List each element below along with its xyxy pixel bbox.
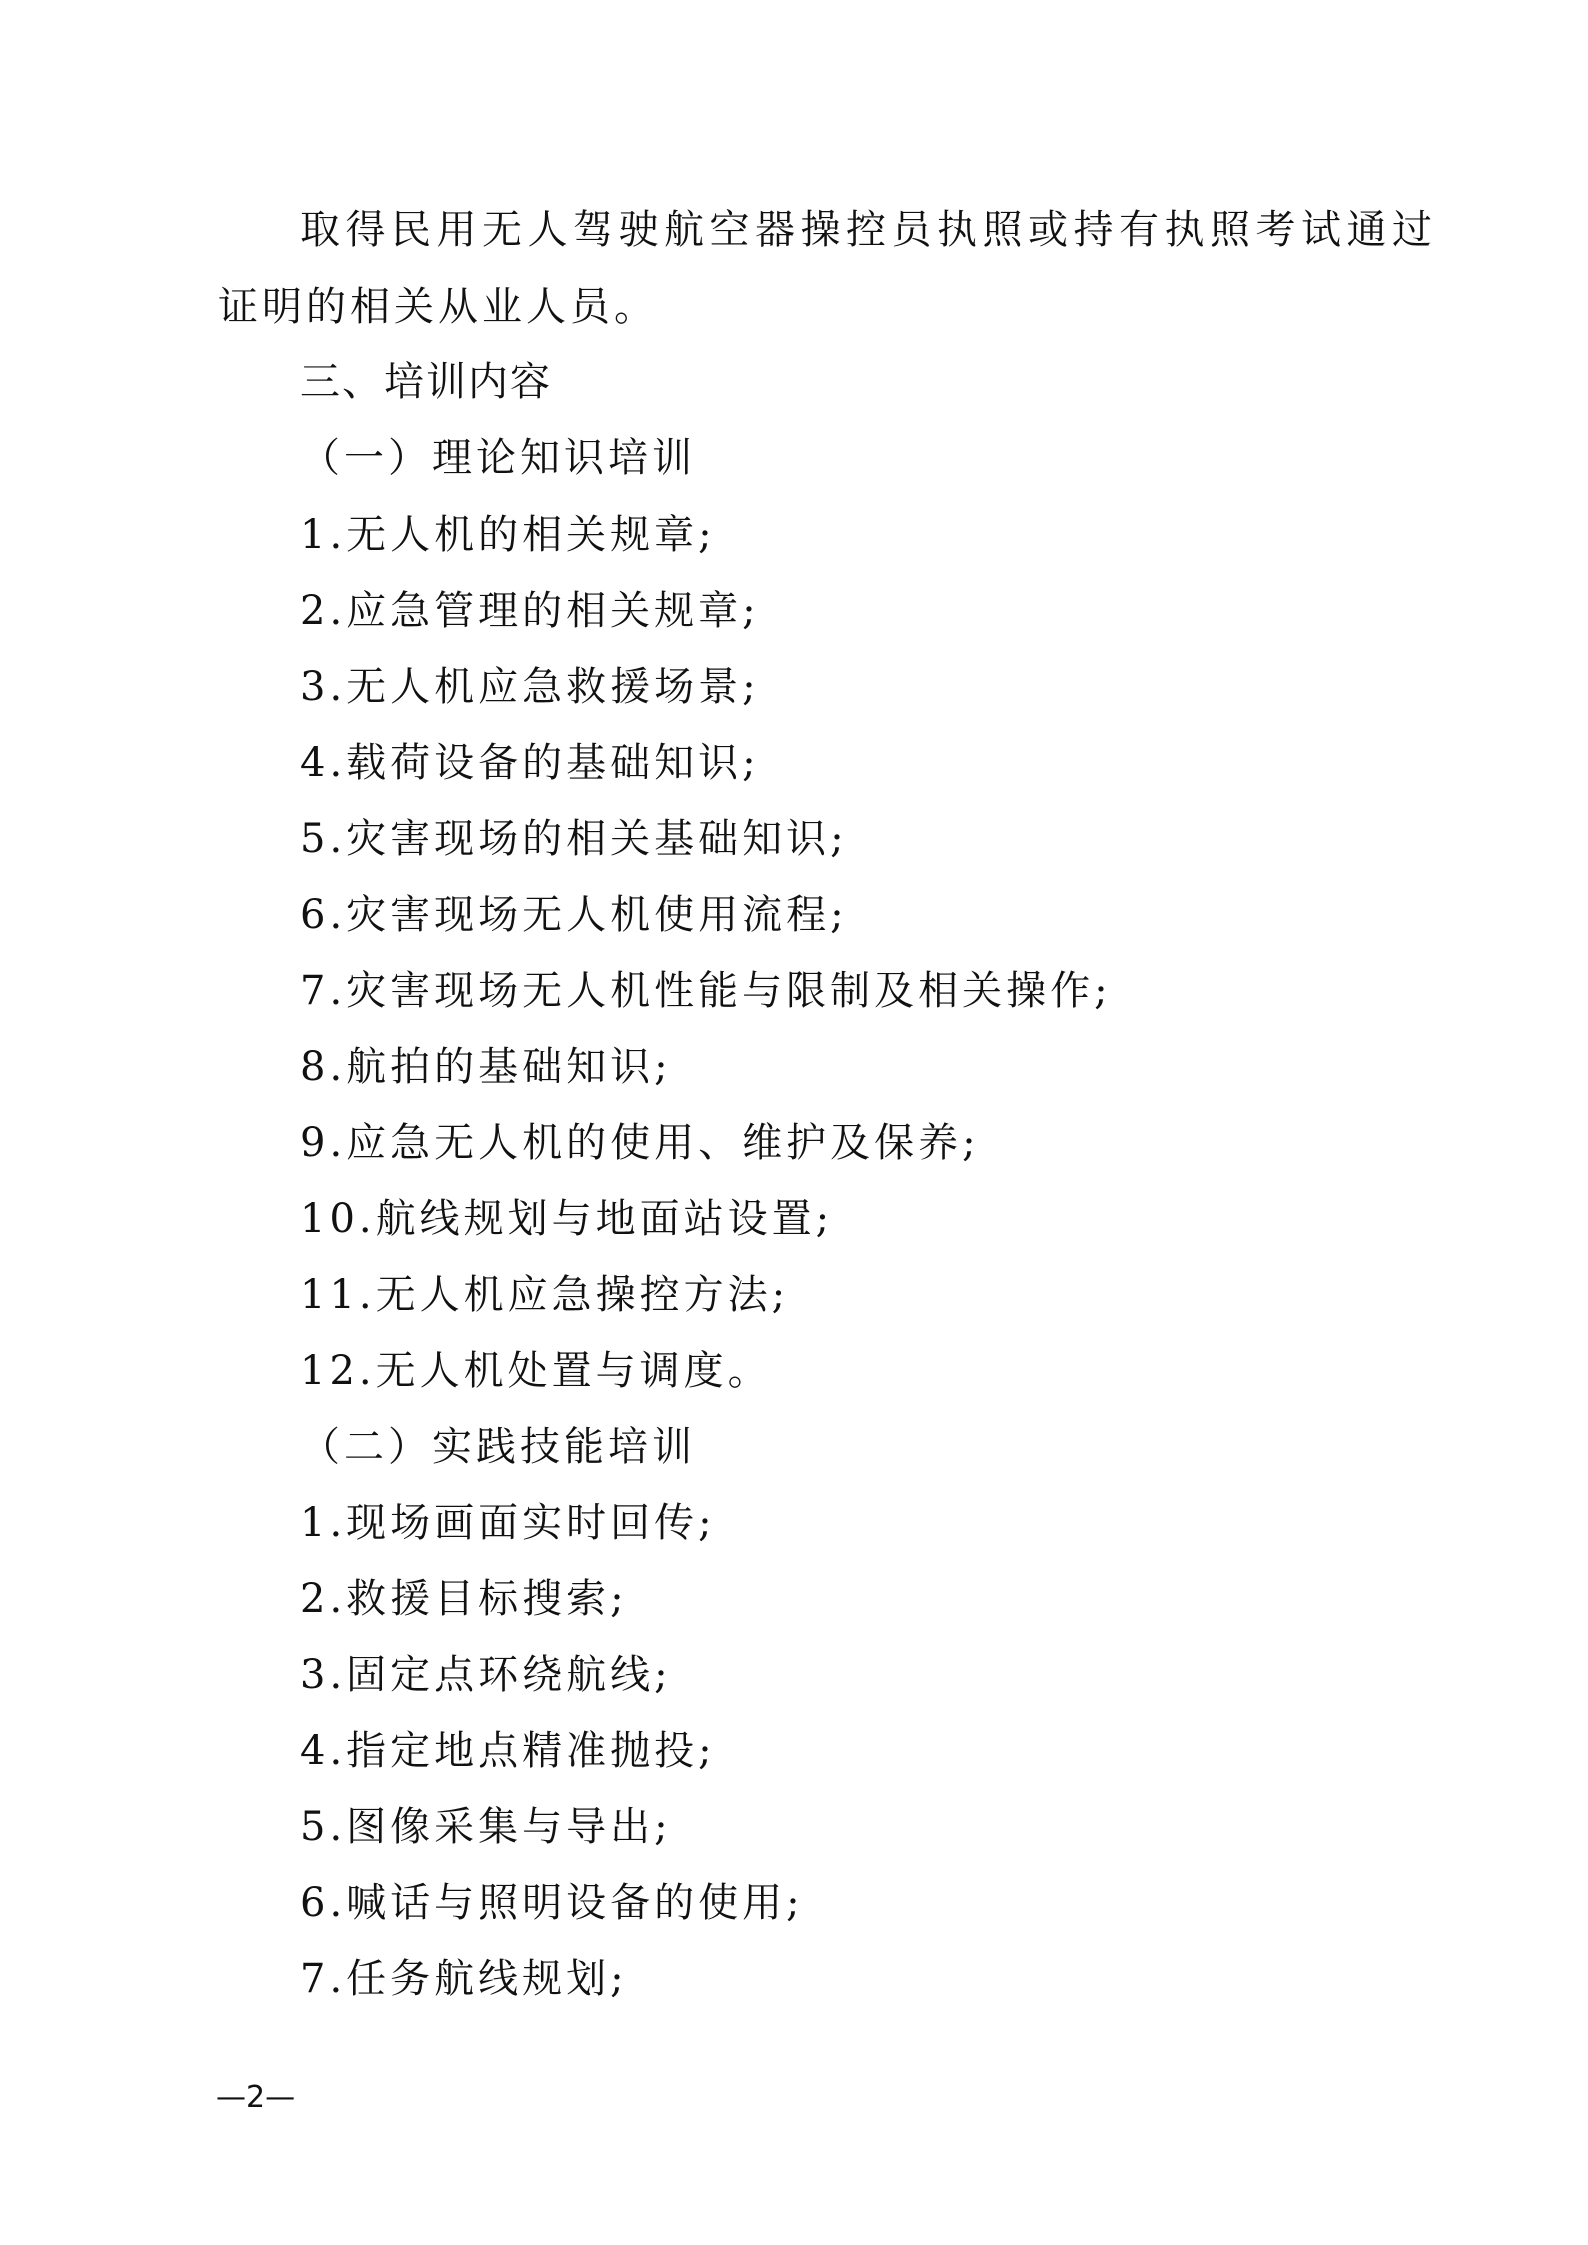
theory-item-7: 7.灾害现场无人机性能与限制及相关操作;: [300, 968, 1112, 1014]
practice-item-6: 6.喊话与照明设备的使用;: [300, 1880, 804, 1926]
practice-item-1: 1.现场画面实时回传;: [300, 1500, 716, 1546]
practice-item-2: 2.救援目标搜索;: [300, 1576, 628, 1622]
theory-item-2: 2.应急管理的相关规章;: [300, 588, 760, 634]
theory-item-1: 1.无人机的相关规章;: [300, 512, 716, 558]
theory-item-5: 5.灾害现场的相关基础知识;: [300, 816, 848, 862]
intro-line-2: 证明的相关从业人员。: [218, 284, 658, 330]
theory-subheading: （一）理论知识培训: [300, 435, 696, 481]
practice-item-5: 5.图像采集与导出;: [300, 1804, 672, 1850]
intro-line-1: 取得民用无人驾驶航空器操控员执照或持有执照考试通过: [300, 207, 1438, 253]
theory-item-8: 8.航拍的基础知识;: [300, 1044, 672, 1090]
section-heading: 三、培训内容: [300, 359, 552, 405]
practice-item-7: 7.任务航线规划;: [300, 1956, 628, 2002]
practice-subheading: （二）实践技能培训: [300, 1424, 696, 1470]
practice-item-3: 3.固定点环绕航线;: [300, 1652, 672, 1698]
page-number: —2—: [216, 2080, 296, 2115]
theory-item-6: 6.灾害现场无人机使用流程;: [300, 892, 848, 938]
theory-item-12: 12.无人机处置与调度。: [300, 1348, 772, 1394]
theory-item-4: 4.载荷设备的基础知识;: [300, 740, 760, 786]
practice-item-4: 4.指定地点精准抛投;: [300, 1728, 716, 1774]
theory-item-10: 10.航线规划与地面站设置;: [300, 1196, 834, 1242]
theory-item-9: 9.应急无人机的使用、维护及保养;: [300, 1120, 980, 1166]
theory-item-11: 11.无人机应急操控方法;: [300, 1272, 790, 1318]
theory-item-3: 3.无人机应急救援场景;: [300, 664, 760, 710]
